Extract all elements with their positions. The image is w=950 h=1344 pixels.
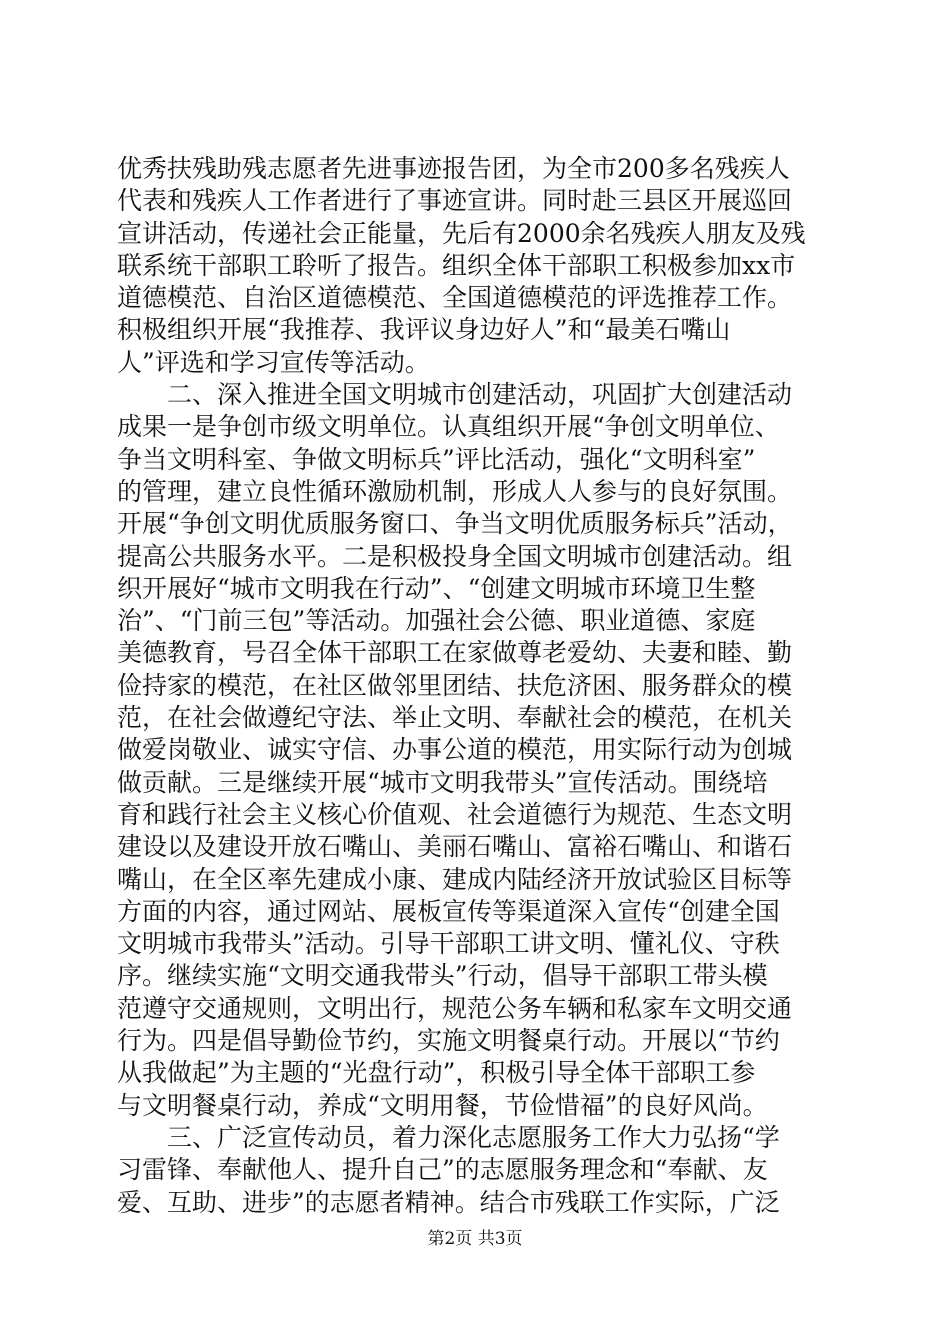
text-line: 争当文明科室、争做文明标兵”评比活动，强化“文明科室” [117, 444, 756, 474]
text-line: 成果一是争创市级文明单位。认真组织开展“争创文明单位、 [117, 412, 780, 442]
text-line: 育和践行社会主义核心价值观、社会道德行为规范、生态文明 [117, 799, 793, 829]
text-line: 从我做起”为主题的“光盘行动”，积极引导全体干部职工参 [117, 1058, 756, 1088]
text-line: 治”、“门前三包”等活动。加强社会公德、职业道德、家庭 [117, 606, 756, 636]
document-body [117, 153, 837, 1219]
text-line: 文明城市我带头”活动。引导干部职工讲文明、懂礼仪、守秩 [117, 929, 780, 959]
text-line: 宣讲活动，传递社会正能量，先后有2000余名残疾人朋友及残 [117, 218, 806, 248]
text-line: 三、广泛宣传动员，着力深化志愿服务工作大力弘扬“学 [117, 1122, 780, 1152]
text-line: 优秀扶残助残志愿者先进事迹报告团，为全市200多名残疾人 [117, 154, 790, 183]
text-line: 的管理，建立良性循环激励机制，形成人人参与的良好氛围。 [117, 476, 793, 506]
text-line: 爱、互助、进步”的志愿者精神。结合市残联工作实际，广泛 [117, 1187, 780, 1217]
text-line: 做贡献。三是继续开展“城市文明我带头”宣传活动。围绕培 [117, 767, 768, 797]
text-line: 序。继续实施“文明交通我带头”行动，倡导干部职工带头模 [117, 961, 768, 991]
text-line: 范遵守交通规则，文明出行，规范公务车辆和私家车文明交通 [117, 993, 793, 1023]
text-line: 与文明餐桌行动，养成“文明用餐，节俭惜福”的良好风尚。 [117, 1090, 768, 1120]
text-line: 道德模范、自治区道德模范、全国道德模范的评选推荐工作。 [117, 283, 793, 313]
text-line: 嘴山，在全区率先建成小康、建成内陆经济开放试验区目标等 [117, 864, 793, 894]
text-line: 织开展好“城市文明我在行动”、“创建文明城市环境卫生整 [117, 573, 756, 603]
text-line: 建设以及建设开放石嘴山、美丽石嘴山、富裕石嘴山、和谐石 [117, 832, 793, 862]
text-line: 美德教育，号召全体干部职工在家做尊老爱幼、夫妻和睦、勤 [117, 638, 793, 668]
text-line: 做爱岗敬业、诚实守信、办事公道的模范，用实际行动为创城 [117, 735, 793, 765]
text-line: 积极组织开展“我推荐、我评议身边好人”和“最美石嘴山 [117, 315, 731, 345]
text-line: 人”评选和学习宣传等活动。 [117, 347, 430, 377]
text-line: 联系统干部职工聆听了报告。组织全体干部职工积极参加xx市 [117, 250, 796, 280]
text-line: 二、深入推进全国文明城市创建活动，巩固扩大创建活动 [117, 380, 793, 410]
text-line: 方面的内容，通过网站、展板宣传等渠道深入宣传“创建全国 [117, 896, 780, 926]
page-footer: 第2页 共3页 [427, 1229, 523, 1249]
text-line: 行为。四是倡导勤俭节约，实施文明餐桌行动。开展以“节约 [117, 1026, 780, 1056]
text-line: 范，在社会做遵纪守法、举止文明、奉献社会的模范，在机关 [117, 703, 793, 733]
text-line: 代表和残疾人工作者进行了事迹宣讲。同时赴三县区开展巡回 [117, 186, 793, 216]
text-line: 开展“争创文明优质服务窗口、争当文明优质服务标兵”活动， [117, 509, 793, 539]
text-line: 习雷锋、奉献他人、提升自己”的志愿服务理念和“奉献、友 [117, 1155, 768, 1185]
text-line: 俭持家的模范，在社区做邻里团结、扶危济困、服务群众的模 [117, 670, 793, 700]
text-line: 提高公共服务水平。二是积极投身全国文明城市创建活动。组 [117, 541, 793, 571]
